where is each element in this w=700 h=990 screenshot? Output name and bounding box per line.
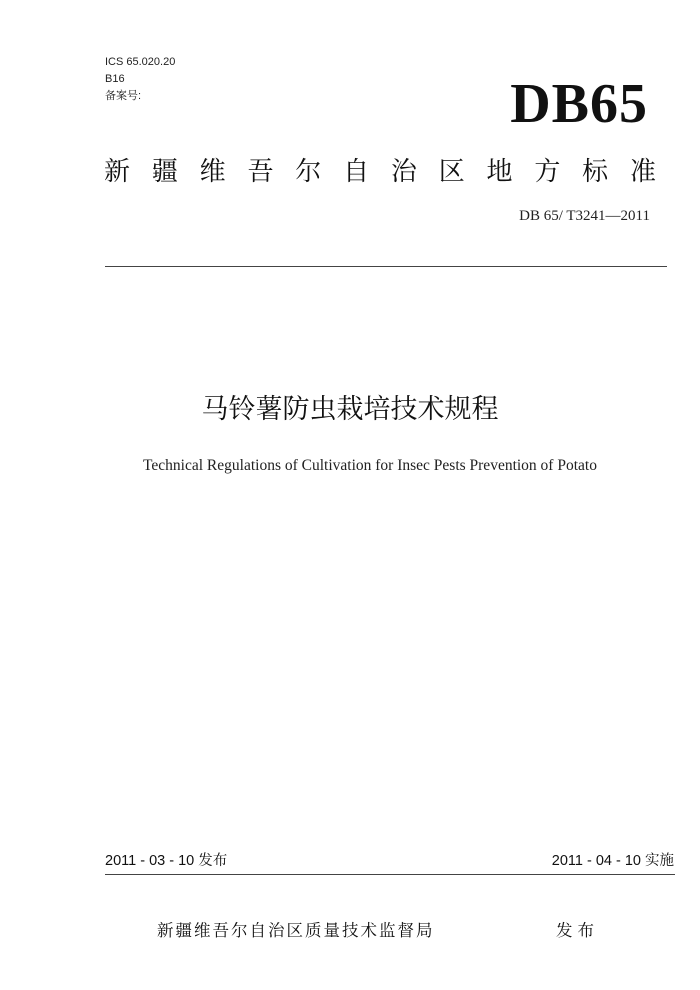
standard-type-heading: 新疆维吾尔自治区地方标准 xyxy=(104,157,656,187)
top-divider xyxy=(105,266,667,267)
document-title-chinese: 马铃薯防虫栽培技术规程 xyxy=(201,394,499,425)
classification-code: B16 xyxy=(105,73,125,85)
standard-number: DB 65/ T3241—2011 xyxy=(519,208,650,224)
document-title-english: Technical Regulations of Cultivation for Insec Pests Prevention of Potato xyxy=(143,457,597,474)
bottom-divider xyxy=(105,874,675,875)
publish-label: 发布 xyxy=(556,921,599,940)
ics-code: ICS 65.020.20 xyxy=(105,56,176,68)
issue-date: 2011 - 03 - 10 发布 xyxy=(105,853,228,869)
publisher-name: 新疆维吾尔自治区质量技术监督局 xyxy=(157,921,435,940)
standard-code-logo: DB65 xyxy=(510,73,648,135)
implementation-date: 2011 - 04 - 10 实施 xyxy=(551,853,674,869)
record-number-label: 备案号: xyxy=(105,90,142,102)
